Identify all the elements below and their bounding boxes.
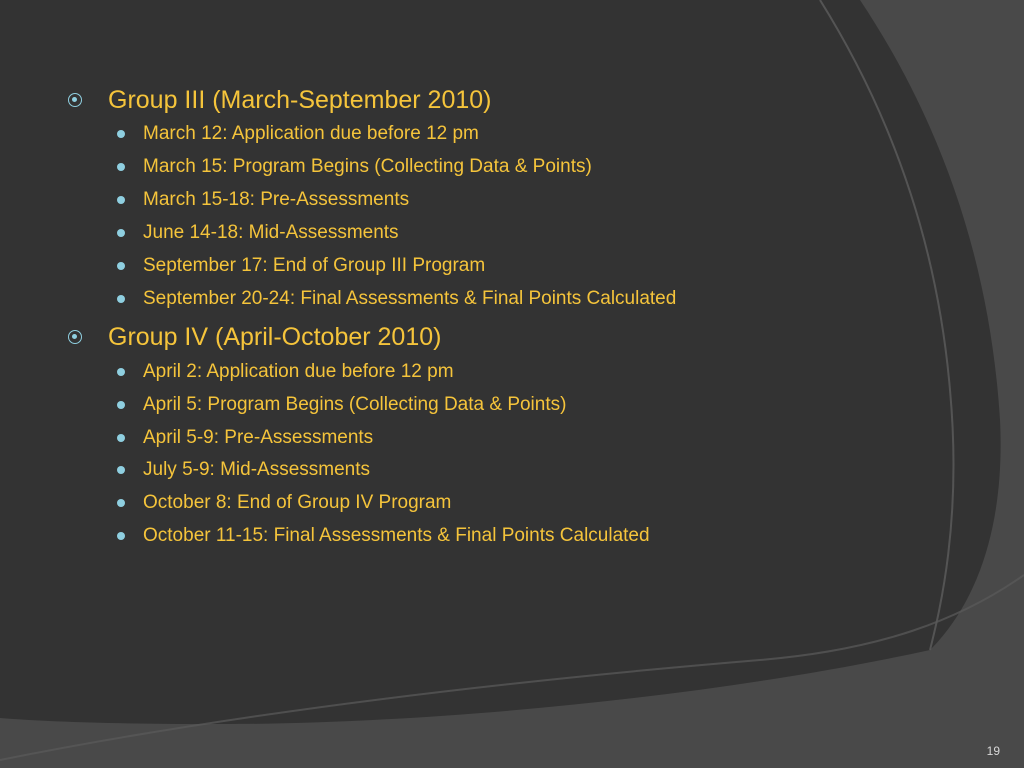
- list-item: [117, 154, 592, 180]
- dot-bullet-icon: [117, 229, 125, 237]
- list-item: [117, 121, 479, 147]
- list-item: [117, 425, 373, 451]
- list-item: [117, 359, 454, 385]
- group-iv-heading: [68, 321, 441, 353]
- list-item-text: April 5: Program Begins (Collecting Data & Points): [143, 394, 567, 415]
- list-item-text: March 15-18: Pre-Assessments: [143, 189, 410, 210]
- dot-bullet-icon: [117, 532, 125, 540]
- list-item-text: April 5-9: Pre-Assessments: [143, 427, 374, 448]
- list-item-text: October 11-15: Final Assessments & Final Points Calculated: [143, 525, 650, 546]
- dot-bullet-icon: [117, 499, 125, 507]
- dot-bullet-icon: [117, 368, 125, 376]
- list-item-text: September 17: End of Group III Program: [143, 255, 486, 276]
- dot-bullet-icon: [117, 466, 125, 474]
- group-iii-heading: [68, 84, 492, 116]
- list-item: [117, 253, 485, 279]
- list-item: [117, 187, 409, 213]
- dot-bullet-icon: [117, 295, 125, 303]
- list-item-text: October 8: End of Group IV Program: [143, 492, 452, 513]
- dot-bullet-icon: [117, 434, 125, 442]
- list-item: [117, 457, 370, 483]
- dot-bullet-icon: [117, 401, 125, 409]
- list-item: [117, 286, 676, 312]
- list-item-text: April 2: Application due before 12 pm: [143, 361, 454, 382]
- list-item: [117, 523, 650, 549]
- dot-bullet-icon: [117, 163, 125, 171]
- dot-bullet-icon: [117, 196, 125, 204]
- list-item-text: July 5-9: Mid-Assessments: [143, 459, 371, 480]
- dot-bullet-icon: [117, 130, 125, 138]
- list-item-text: March 15: Program Begins (Collecting Data & Points): [143, 156, 592, 177]
- dot-bullet-icon: [117, 262, 125, 270]
- group-iv-title: Group IV (April-October 2010): [108, 323, 442, 351]
- list-item: [117, 392, 566, 418]
- target-bullet-icon: [68, 93, 82, 107]
- list-item: [117, 220, 399, 246]
- list-item-text: March 12: Application due before 12 pm: [143, 123, 479, 144]
- page-number: 19: [986, 744, 1000, 758]
- list-item-text: June 14-18: Mid-Assessments: [143, 222, 399, 243]
- list-item-text: September 20-24: Final Assessments & Final Points Calculated: [143, 288, 677, 309]
- target-bullet-icon: [68, 330, 82, 344]
- group-iii-title: Group III (March-September 2010): [108, 86, 492, 114]
- list-item: [117, 490, 451, 516]
